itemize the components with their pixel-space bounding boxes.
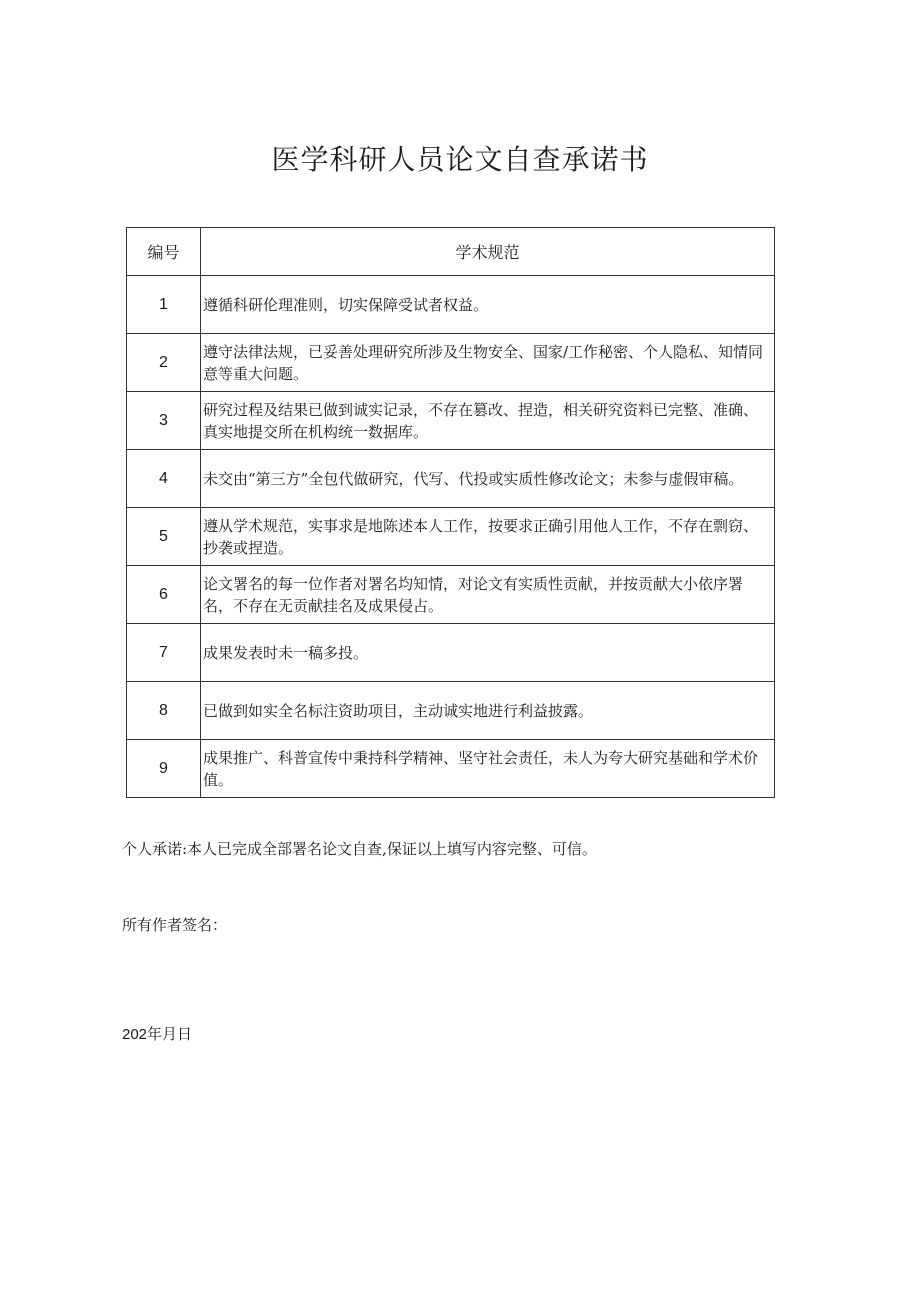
row-number: 5 [127, 508, 201, 566]
date-line [122, 1023, 192, 1044]
norms-table [126, 227, 775, 798]
header-number: 编号 [127, 228, 201, 276]
table-row [127, 624, 775, 682]
table-row [127, 566, 775, 624]
row-text: 研究过程及结果已做到诚实记录，不存在篡改、捏造，相关研究资料已完整、准确、真实地提交所在机构统一数据库。 [201, 392, 775, 450]
table-row [127, 450, 775, 508]
personal-promise: 个人承诺:本人已完成全部署名论文自查,保证以上填写内容完整、可信。 [122, 840, 597, 858]
row-text: 未交由“第三方”全包代做研究，代写、代投或实质性修改论文；未参与虚假审稿。 [201, 450, 775, 508]
row-number: 3 [127, 392, 201, 450]
table-row [127, 682, 775, 740]
table-row [127, 276, 775, 334]
row-text: 成果推广、科普宣传中秉持科学精神、坚守社会责任，未人为夸大研究基础和学术价值。 [201, 740, 775, 798]
row-number: 1 [127, 276, 201, 334]
table-header-row [127, 228, 775, 276]
row-number: 6 [127, 566, 201, 624]
row-text: 遵从学术规范，实事求是地陈述本人工作，按要求正确引用他人工作，不存在剽窃、抄袭或捏造。 [201, 508, 775, 566]
row-text: 已做到如实全名标注资助项目，主动诚实地进行利益披露。 [201, 682, 775, 740]
header-norm: 学术规范 [201, 228, 775, 276]
row-text: 论文署名的每一位作者对署名均知情，对论文有实质性贡献，并按贡献大小依序署名，不存在无贡献挂名及成果侵占。 [201, 566, 775, 624]
table-row [127, 740, 775, 798]
row-number: 9 [127, 740, 201, 798]
row-number: 4 [127, 450, 201, 508]
row-number: 2 [127, 334, 201, 392]
row-text: 遵循科研伦理准则，切实保障受试者权益。 [201, 276, 775, 334]
date-year: 202 [122, 1026, 148, 1043]
row-text: 成果发表时未一稿多投。 [201, 624, 775, 682]
page-title: 医学科研人员论文自查承诺书 [271, 143, 649, 176]
table-row [127, 334, 775, 392]
row-number: 8 [127, 682, 201, 740]
table-row [127, 392, 775, 450]
table-row [127, 508, 775, 566]
signature-label: 所有作者签名： [122, 916, 228, 934]
row-text: 遵守法律法规，已妥善处理研究所涉及生物安全、国家/工作秘密、个人隐私、知情同意等重大问题。 [201, 334, 775, 392]
date-suffix: 年月日 [147, 1025, 193, 1043]
row-number: 7 [127, 624, 201, 682]
